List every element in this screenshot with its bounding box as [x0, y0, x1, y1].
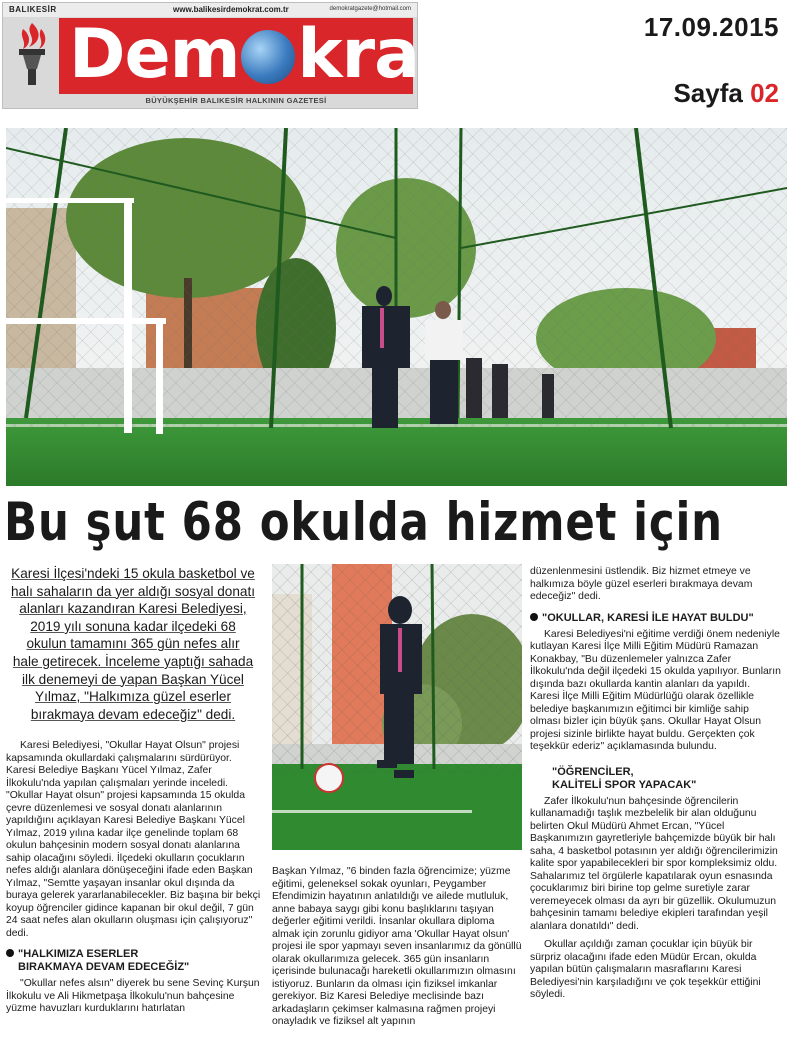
- lead-line: 2019 yılı sonuna kadar ilçedeki 68: [30, 618, 236, 634]
- second-photo: [272, 564, 522, 850]
- headline: Bu şut 68 okulda hizmet için: [4, 492, 723, 553]
- lead-line: okulun tamamını 365 gün nefes alır: [26, 636, 240, 652]
- article-paragraph: Zafer İlkokulu'nun bahçesinde öğrencilerin kullanamadığı taşlık mezbelelik bir alan olduğunu belirten Okul Müdürü Ahmet Ercan, "Yücel Başkanımızın gayretleriyle bahçemizde büyük bir halı saha, 4 basketbol potasının yer aldığı öğrencilerimizin kalite spor yapabilecekleri bir spor kompleksimiz oldu. Sahalarımız tel örgülerle kapatılarak oyun esnasında çocuklarımız biri birine top gelme suretiyle zarar veremeyecek olması da ayrı bir güzellik. Okulumuzun bahçesinin tamamı belediye ekipleri tarafından yeşil alanlara donatıldı" dedi.: [530, 795, 778, 932]
- globe-icon: [241, 30, 295, 84]
- subheading-halkimiza: "HALKIMIZA ESERLER BIRAKMAYA DEVAM EDECEĞİZ": [6, 948, 262, 974]
- lead-line: bırakmaya devam edeceğiz" dedi.: [30, 706, 236, 722]
- subheading-okullar: "OKULLAR, KARESİ İLE HAYAT BULDU": [530, 612, 782, 625]
- article-paragraph: Karesi Belediyesi'ni eğitime verdiği önem nedeniyle kutlayan Karesi İlçe Milli Eğitim Müdürü Ramazan Konakbay, "Bu düzenlemeler yalnızca Zafer İlkokulu'nda değil ilçedeki 15 okulda yapılıyor. Bunların dışında bazı okullarda kantin alanları da yapıldı. Karesi İlçe Milli Eğitim Müdürlüğü olarak özellikle belediye başkanımızın eğitimci bir kimliğe sahip olması bizler için büyük şans. Okullar Hayat Olsun projesi sizinle birlikte hayat buldu. Gerçekten çok teşekkür ederiz" açıklamasında bulundu.: [530, 628, 781, 752]
- masthead-wordmark: [69, 12, 451, 98]
- page-number-value: 02: [750, 78, 779, 108]
- article-paragraph: Karesi Belediyesi, "Okullar Hayat Olsun" projesi kapsamında okullardaki çalışmalarını sürdürüyor. Karesi Belediye Başkanı Yücel Yılmaz, Zafer İlkokulu'nda yapılan çalışmaları yerinde inceledi. "Okullar Hayat olsun" projesi kapsamında 15 okulda çevre düzenlemesi ve sosyal donatı alanlarının yapıldığını açıklayan Karesi Belediye Başkanı Yücel Yılmaz, 2019 yılına kadar ilçe genelinde toplam 68 okulun bahçesinin modern sosyal donatı alanlarına sahip olacağını söyledi. İlçedeki okulların çocukların nefes aldığı alanlara dönüşeceğini ifade eden Başkan Yılmaz, "Semtte yaşayan insanlar okul dışında da buraya gelerek yararlanabilecekler. Biz başına bir bekçi koyup öğrenciler gidince kapanan bir okul değil, 7 gün 24 saat nefes alan okulların oluşması için çalışıyoruz" dedi.: [6, 740, 261, 939]
- lead-line: hale getirecek. İnceleme yaptığı sahada: [12, 653, 254, 669]
- bullet-icon: [6, 949, 14, 957]
- masthead: [2, 2, 451, 109]
- masthead-name-part2: krat: [297, 15, 451, 94]
- page-label: Sayfa: [673, 78, 743, 108]
- article-paragraph: "Okullar nefes alsın" diyerek bu sene Sevinç Kurşun İlkokulu ve Ali Hikmetpaşa İlkokulu'nun bahçesine yüzme havuzları kurduklarını hatırlatan: [6, 978, 260, 1014]
- issue-date: 17.09.2015: [643, 12, 779, 42]
- lead-line: ilk denemeyi de yapan Başkan Yücel: [22, 671, 244, 687]
- article-paragraph: Başkan Yılmaz, "6 binden fazla öğrencimize; yüzme eğitimi, geleneksel sokak oyunları, Peygamber Efendimizin hayatının anlatıldığı ve ailede mutluluk, anne babaya saygı gibi konu başlıklarını taşıyan değerler eğitimi verildi. İnsanlar okullara diploma almak için zorunlu gidiyor ama 'Okullar Hayat olsun' projesi ile spor yapmayı seven insanlarımız da gönüllü olarak okullarımıza gelecek. 365 gün insanların içerisinde bulunacağı hareketli okullarımızın olmasını istiyoruz. Bunların da olması için fiziksel imkanlar gerekiyor. Biz Karesi Belediye meclisinde bazı arkadaşların çekimser kalmasına rağmen projeyi onayladık ve fiziksel alt yapının: [272, 866, 522, 1027]
- bullet-icon: [530, 613, 538, 621]
- masthead-city: BALIKESİR: [9, 5, 57, 14]
- main-photo: [6, 128, 787, 486]
- subheading-ogrenciler: "ÖĞRENCİLER, KALİTELİ SPOR YAPACAK": [552, 765, 697, 791]
- lead-line: alanları kazandıran Karesi Belediyesi,: [19, 601, 247, 617]
- article-column-1: [6, 740, 262, 1022]
- article-paragraph: Okullar açıldığı zaman çocuklar için büyük bir sürpriz olacağını ifade eden Müdür Ercan, okulda yapılan bütün çalışmaların masraflarını Karesi Belediyesi'nin karşıladığını ve çok teşekkür ettiğini söyledi.: [530, 939, 761, 1000]
- lead-line: Karesi İlçesi'ndeki 15 okula basketbol ve: [11, 566, 255, 581]
- page-number: [673, 78, 779, 109]
- torch-logo-icon: [9, 19, 55, 89]
- masthead-logo-banner: [59, 15, 451, 94]
- lead-paragraph: [6, 565, 260, 723]
- lead-line: halı sahaların da yer aldığı sosyal donatı: [10, 583, 256, 599]
- lead-line: Yılmaz, "Halkımıza güzel eserler: [35, 689, 231, 705]
- masthead-name-part1: Dem: [69, 15, 240, 94]
- masthead-slogan: BÜYÜKŞEHİR BALIKESİR HALKININ GAZETESİ: [145, 96, 327, 105]
- masthead-website: www.balikesirdemokrat.com.tr: [173, 5, 289, 14]
- article-paragraph: düzenlenmesini üstlendik. Biz hizmet etmeye ve halkımıza böyle güzel eserleri bırakmaya devam edeceğiz" dedi.: [530, 566, 753, 602]
- masthead-email: demokratgazete@hotmail.com: [329, 6, 411, 12]
- article-column-2: [272, 866, 522, 1035]
- article-column-3: [530, 566, 782, 1008]
